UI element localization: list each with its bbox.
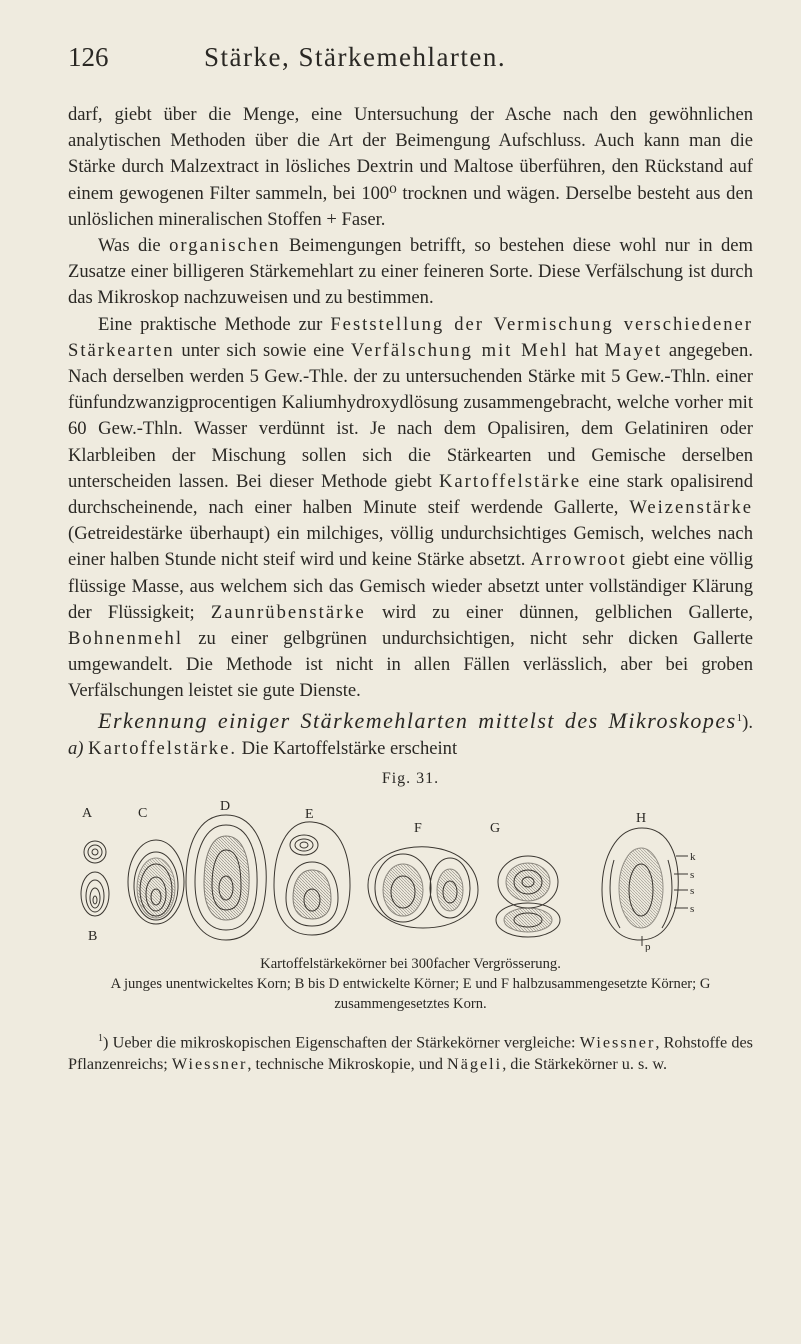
grain-h	[602, 828, 688, 946]
spaced-term: Feststellung der Vermischung verschiedener Stärkearten	[68, 313, 753, 361]
grain-e	[274, 822, 350, 935]
text-run: zu einer gelbgrünen undurchsichtigen, nicht sehr dicken Gallerte umgewandelt. Die Methode ist nicht in allen Fällen verlässlich, aber bei groben Verfälschungen leistet sie gute Dienste.	[68, 628, 753, 702]
page-number: 126	[68, 42, 109, 72]
text-run: Beimengungen betrifft, so bestehen diese wohl nur in dem Zusatze einer billigeren Stärkemehlart zu einer feineren Sorte. Diese Verfälschung ist durch das Mikroskop nachzuweisen und zu bestimmen.	[68, 235, 753, 309]
spaced-term: Kartoffelstärke.	[88, 738, 238, 760]
text-run: , die Stärkekörner u. s. w.	[502, 1054, 668, 1073]
text-run: wird zu einer dünnen, gelblichen Gallerte,	[365, 601, 753, 623]
text-run: Die Kartoffelstärke erscheint	[237, 738, 458, 760]
paragraph-1: darf, giebt über die Menge, eine Untersuchung der Asche nach den gewöhnlichen analytischen Methoden über die Art der Beimengung Aufschluss. Auch kann man die Stärke durch Malzextract in lösliches Dextrin und Maltose überführen, den Rückstand auf einem gewogenen Filter sammeln, bei 100⁰ trocknen und wägen. Derselbe besteht aus den unlöslichen mineralischen Stoffen + Faser.	[68, 104, 753, 230]
spaced-term: Arrowroot	[530, 549, 627, 571]
author-name: Wiessner	[171, 1054, 248, 1073]
text-run: (Getreidestärke überhaupt) ein milchiges, völlig undurchsichtiges Gemisch, welches nach einer halben Stunde nicht steif wird und keine Stärke absetzt.	[68, 523, 753, 571]
label-s3: s	[690, 903, 695, 916]
grain-a2	[81, 872, 109, 916]
spaced-term: Zaunrübenstärke	[210, 601, 366, 623]
text-run: ) Ueber die mikroskopischen Eigenschaften der Stärkekörner vergleiche:	[103, 1033, 580, 1052]
running-title: Stärke, Stärkemehlarten.	[204, 42, 507, 72]
starch-grains-illustration	[68, 790, 753, 952]
spaced-term: organischen	[169, 235, 281, 257]
label-f: F	[414, 821, 422, 837]
label-c: C	[138, 806, 148, 822]
text-run: Eine praktische Methode zur	[98, 313, 331, 335]
footnote	[68, 1028, 753, 1074]
grain-a1	[84, 841, 106, 863]
caption-title: Kartoffelstärkekörner bei 300facher Vergrösserung.	[260, 956, 561, 973]
text-run: angegeben. Nach derselben werden 5 Gew.-Thle. der zu untersuchenden Stärke mit 5 Gew.-Thln. einer fünfundzwanzigprocentigen Kaliumhydroxydlösung zusammengebracht, welche vorher mit 60 Gew.-Thln. Wasser verdünnt ist. Je nach dem Opalisiren, dem Gelatiniren oder Klarbleiben der Mischung sollen sich die Stärkearten und Gemische derselben unterscheiden lassen. Bei dieser Methode giebt	[68, 339, 753, 492]
text-run: unter sich sowie eine	[174, 339, 351, 361]
page	[68, 42, 753, 1075]
grain-f	[368, 847, 478, 928]
item-label: a)	[68, 738, 84, 760]
label-s2: s	[690, 885, 695, 898]
body-text	[68, 102, 753, 762]
spaced-term: Verfälschung mit Mehl	[350, 339, 569, 361]
text-run: , technische Mikroskopie, und	[247, 1054, 448, 1073]
text-run: ).	[742, 711, 753, 733]
label-b: B	[88, 929, 98, 945]
text-run: , Rohstoffe des Pflanzenreichs;	[68, 1033, 753, 1073]
spaced-term: Weizenstärke	[629, 497, 753, 519]
text-run: Was die	[98, 235, 170, 257]
text-run: eine stark opalisirend durchscheinende, nach einer halben Minute steif werdende Gallerte,	[68, 470, 753, 519]
caption-legend: A junges unentwickeltes Korn; B bis D entwickelte Körner; E und F halbzusammengesetzte Körner; G zusammengesetztes Korn.	[110, 976, 711, 1013]
label-k: k	[690, 851, 696, 864]
label-h: H	[636, 811, 647, 827]
spaced-term: Kartoffelstärke	[438, 470, 582, 492]
label-d: D	[220, 799, 231, 815]
section-heading: Erkennung einiger Stärkemehlarten mittelst des Mikroskopes	[98, 707, 737, 733]
running-header	[68, 42, 753, 82]
grain-g	[496, 856, 560, 937]
author-name: Wiessner	[579, 1033, 656, 1052]
label-p: p	[645, 941, 651, 953]
label-g: G	[490, 821, 501, 837]
figure-label: Fig. 31.	[381, 770, 440, 788]
paragraph-3	[68, 312, 753, 705]
figure-31	[68, 790, 753, 952]
text-run: giebt eine völlig flüssige Masse, aus welchem sich das Gemisch wieder absetzt unter vollständiger Klärung der Flüssigkeit;	[68, 549, 754, 623]
footnote-ref: 1	[736, 711, 743, 724]
footnote-marker: 1	[98, 1033, 103, 1045]
paragraph-4	[68, 705, 753, 763]
label-s1: s	[690, 869, 695, 882]
paragraph-2	[68, 233, 753, 312]
label-a: A	[82, 806, 93, 822]
author-name: Nägeli	[447, 1054, 503, 1073]
text-run: hat	[568, 339, 605, 361]
grain-c	[128, 840, 184, 924]
spaced-term: Bohnenmehl	[68, 628, 184, 650]
footnote-1	[68, 1028, 753, 1074]
label-e: E	[305, 807, 314, 823]
grain-d	[186, 815, 266, 940]
figure-caption	[68, 954, 753, 1014]
author-name: Mayet	[604, 339, 663, 361]
